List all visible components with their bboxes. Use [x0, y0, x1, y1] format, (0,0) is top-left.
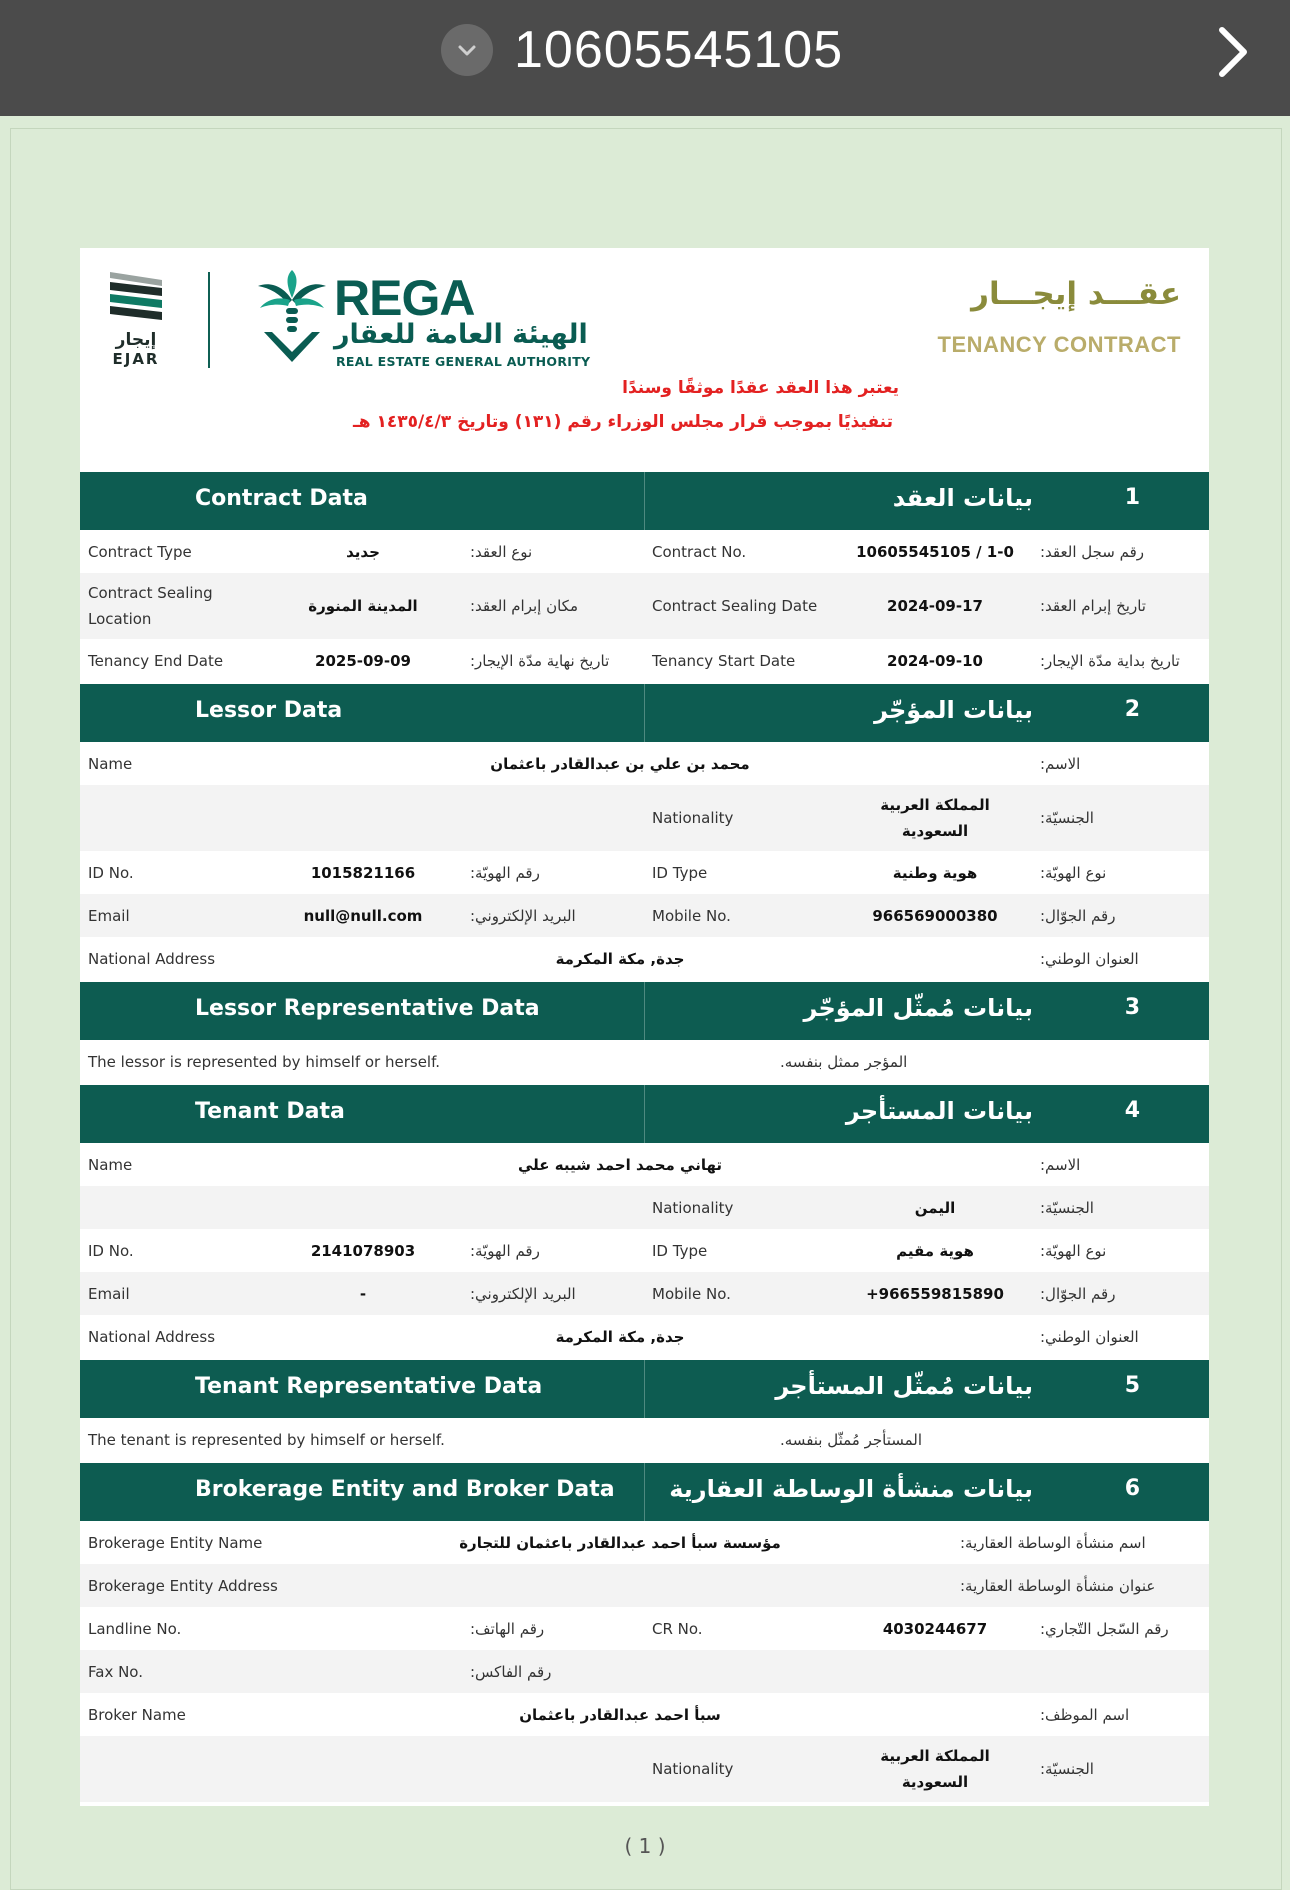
- field-label-ar: رقم الفاكس:: [470, 1662, 552, 1681]
- section-divider: [644, 1085, 645, 1143]
- table-row: [80, 1186, 1209, 1229]
- lessor-address-value: جدة, مكة المكرمة: [555, 949, 685, 968]
- section-tenant-representative: [80, 1358, 1209, 1418]
- table-row: [80, 1040, 1209, 1083]
- section-title-ar: بيانات المستأجر: [845, 1097, 1033, 1125]
- contract-page: [80, 248, 1209, 1806]
- table-row: [80, 1607, 1209, 1650]
- section-title-en: Lessor Data: [195, 698, 343, 723]
- broker-nationality-value: المملكة العربية السعودية: [880, 1747, 990, 1791]
- section-tenant-data: [80, 1083, 1209, 1143]
- table-row: [80, 851, 1209, 894]
- field-label-ar: الجنسيّة:: [1040, 809, 1094, 827]
- lessor-mobile-value: 966569000380: [872, 906, 998, 925]
- tenant-address-value: جدة, مكة المكرمة: [555, 1327, 685, 1346]
- table-row: [80, 742, 1209, 785]
- table-row: [80, 530, 1209, 573]
- ejar-arabic-label: إيجار: [115, 330, 157, 350]
- table-row: [80, 1229, 1209, 1272]
- ejar-logo: [106, 270, 166, 368]
- table-row: [80, 1418, 1209, 1461]
- section-title-ar: بيانات مُمثّل المؤجّر: [803, 994, 1033, 1022]
- top-bar: [0, 0, 1290, 116]
- table-row: [80, 573, 1209, 639]
- section-title-en: Tenant Representative Data: [195, 1374, 543, 1399]
- table-row: [80, 1736, 1209, 1802]
- field-label-ar: نوع الهويّة:: [1040, 863, 1107, 882]
- representation-note-ar: المؤجر ممثل بنفسه.: [780, 1052, 908, 1071]
- field-label-ar: نوع العقد:: [470, 542, 533, 561]
- field-label: Mobile No.: [652, 1284, 731, 1303]
- contract-type-value: جديد: [346, 542, 380, 561]
- field-label: CR No.: [652, 1619, 703, 1638]
- table-row: [80, 1564, 1209, 1607]
- section-divider: [644, 982, 645, 1040]
- field-label-ar: الاسم:: [1040, 754, 1081, 773]
- field-label: Brokerage Entity Address: [88, 1576, 278, 1595]
- field-label: Tenancy End Date: [88, 651, 224, 670]
- page-number: ( 1 ): [624, 1834, 666, 1858]
- field-label: National Address: [88, 1327, 216, 1346]
- field-label: Contract Type: [88, 542, 192, 561]
- sealing-location-value: المدينة المنورة: [308, 597, 418, 615]
- field-label-ar: مكان إبرام العقد:: [470, 597, 579, 615]
- section-number: 1: [1124, 485, 1140, 510]
- tenant-mobile-value: +966559815890: [866, 1284, 1004, 1303]
- field-label: Tenancy Start Date: [652, 651, 796, 670]
- field-label: Brokerage Entity Name: [88, 1533, 263, 1552]
- field-label-ar: اسم منشأة الوساطة العقارية:: [960, 1533, 1146, 1552]
- section-number: 4: [1124, 1098, 1140, 1123]
- tenancy-start-value: 2024-09-10: [887, 651, 983, 670]
- contract-number-value: 10605545105 / 1-0: [856, 542, 1014, 561]
- rega-logo: [256, 270, 596, 370]
- field-label: Nationality: [652, 809, 734, 827]
- table-row: [80, 1315, 1209, 1358]
- ejar-english-label: EJAR: [112, 350, 160, 368]
- contract-header: [80, 248, 1209, 470]
- field-label-ar: تاريخ نهاية مدّة الإيجار:: [470, 651, 610, 670]
- section-divider: [644, 1463, 645, 1521]
- legal-notice-line-1: يعتبر هذا العقد عقدًا موثقًا وسندًا: [622, 378, 899, 398]
- cr-number-value: 4030244677: [882, 1619, 988, 1638]
- field-label: Email: [88, 906, 130, 925]
- field-label-ar: البريد الإلكتروني:: [470, 1284, 576, 1303]
- section-title-en: Lessor Representative Data: [195, 996, 540, 1021]
- chevron-down-icon: [454, 37, 480, 63]
- table-row: [80, 1143, 1209, 1186]
- collapse-button[interactable]: [441, 24, 493, 76]
- representation-note-ar: المستأجر مُمثّل بنفسه.: [780, 1430, 923, 1449]
- section-title-ar: بيانات المؤجّر: [874, 696, 1033, 724]
- lessor-id-value: 1015821166: [310, 863, 416, 882]
- field-label: ID Type: [652, 863, 708, 882]
- field-label: Contract No.: [652, 542, 747, 561]
- lessor-name-value: محمد بن علي بن عبدالقادر باعثمان: [490, 754, 750, 773]
- rega-subtitle: REAL ESTATE GENERAL AUTHORITY: [336, 354, 591, 369]
- legal-notice-line-2: تنفيذيًا بموجب قرار مجلس الوزراء رقم (١٣١) وتاريخ ١٤٣٥/٤/٣ هـ: [352, 412, 893, 432]
- section-number: 5: [1124, 1373, 1140, 1398]
- field-label-ar: رقم الجوّال:: [1040, 1284, 1116, 1303]
- representation-note-en: The lessor is represented by himself or herself.: [88, 1052, 441, 1071]
- section-divider: [644, 684, 645, 742]
- sealing-date-value: 2024-09-17: [887, 597, 983, 615]
- field-label-ar: رقم الهاتف:: [470, 1619, 545, 1638]
- contract-title-arabic: عقـــد إيجـــار: [971, 276, 1181, 312]
- field-label-ar: اسم الموظف:: [1040, 1705, 1130, 1724]
- field-label-ar: البريد الإلكتروني:: [470, 906, 576, 925]
- field-label-ar: رقم الهويّة:: [470, 863, 540, 882]
- rega-arabic-name: الهيئة العامة للعقار: [334, 319, 588, 350]
- table-row: [80, 937, 1209, 980]
- ejar-emblem-icon: [106, 270, 166, 324]
- brokerage-name-value: مؤسسة سبأ احمد عبدالقادر باعثمان للتجارة: [459, 1533, 781, 1552]
- section-title-en: Brokerage Entity and Broker Data: [195, 1477, 615, 1502]
- field-label-ar: الجنسيّة:: [1040, 1760, 1094, 1778]
- field-label-ar: تاريخ بداية مدّة الإيجار:: [1040, 651, 1180, 670]
- contract-title-english: TENANCY CONTRACT: [937, 332, 1181, 357]
- field-label: Nationality: [652, 1760, 734, 1778]
- tenant-name-value: تهاني محمد احمد شيبه علي: [518, 1155, 722, 1174]
- section-lessor-data: [80, 682, 1209, 742]
- section-number: 6: [1124, 1476, 1140, 1501]
- field-label-ar: الاسم:: [1040, 1155, 1081, 1174]
- table-row: [80, 639, 1209, 682]
- next-button[interactable]: [1208, 20, 1258, 84]
- table-row: [80, 1521, 1209, 1564]
- field-label-ar: العنوان الوطني:: [1040, 1327, 1139, 1346]
- field-label-ar: الجنسيّة:: [1040, 1198, 1094, 1217]
- field-label-ar: رقم الهويّة:: [470, 1241, 540, 1260]
- table-row: [80, 1693, 1209, 1736]
- field-label: Contract Sealing Date: [652, 597, 818, 615]
- field-label: ID No.: [88, 863, 134, 882]
- section-divider: [644, 472, 645, 530]
- field-label: Email: [88, 1284, 130, 1303]
- field-label: Broker Name: [88, 1705, 186, 1724]
- tenant-nationality-value: اليمن: [914, 1198, 956, 1217]
- tenant-id-value: 2141078903: [310, 1241, 416, 1260]
- document-title: 10605545105: [514, 21, 844, 79]
- lessor-email-value: null@null.com: [303, 906, 423, 925]
- tenant-email-value: -: [359, 1284, 367, 1303]
- field-label: Name: [88, 754, 133, 773]
- field-label-ar: نوع الهويّة:: [1040, 1241, 1107, 1260]
- field-label-ar: عنوان منشأة الوساطة العقارية:: [960, 1576, 1156, 1595]
- field-label: Contract Sealing Location: [88, 584, 213, 628]
- field-label-ar: رقم السّجل التّجاري:: [1040, 1619, 1169, 1638]
- tenant-id-type-value: هوية مقيم: [896, 1241, 974, 1260]
- chevron-right-icon: [1208, 20, 1258, 84]
- field-label-ar: العنوان الوطني:: [1040, 949, 1139, 968]
- rega-english-name: REGA: [334, 270, 475, 326]
- field-label: Landline No.: [88, 1619, 182, 1638]
- section-title-ar: بيانات العقد: [892, 484, 1033, 512]
- section-title-ar: بيانات منشأة الوساطة العقارية: [669, 1475, 1033, 1503]
- section-title-ar: بيانات مُمثّل المستأجر: [775, 1372, 1033, 1400]
- field-label-ar: رقم سجل العقد:: [1040, 542, 1145, 561]
- table-row: [80, 1650, 1209, 1693]
- field-label-ar: تاريخ إبرام العقد:: [1040, 597, 1146, 615]
- field-label-ar: رقم الجوّال:: [1040, 906, 1116, 925]
- section-title-en: Contract Data: [195, 486, 368, 511]
- section-divider: [644, 1360, 645, 1418]
- table-row: [80, 894, 1209, 937]
- lessor-nationality-value: المملكة العربية السعودية: [880, 796, 990, 840]
- logo-divider: [208, 272, 210, 368]
- field-label: ID Type: [652, 1241, 708, 1260]
- field-label: Name: [88, 1155, 133, 1174]
- section-contract-data: [80, 470, 1209, 530]
- palm-emblem-icon: [256, 270, 328, 364]
- field-label: ID No.: [88, 1241, 134, 1260]
- table-row: [80, 785, 1209, 851]
- field-label: Mobile No.: [652, 906, 731, 925]
- section-number: 3: [1124, 995, 1140, 1020]
- lessor-id-type-value: هوية وطنية: [892, 863, 978, 882]
- section-brokerage: [80, 1461, 1209, 1521]
- section-lessor-representative: [80, 980, 1209, 1040]
- section-number: 2: [1124, 697, 1140, 722]
- field-label: Fax No.: [88, 1662, 143, 1681]
- table-row: [80, 1272, 1209, 1315]
- field-label: Nationality: [652, 1198, 734, 1217]
- representation-note-en: The tenant is represented by himself or herself.: [88, 1430, 445, 1449]
- tenancy-end-value: 2025-09-09: [315, 651, 411, 670]
- field-label: National Address: [88, 949, 216, 968]
- section-title-en: Tenant Data: [195, 1099, 345, 1124]
- broker-name-value: سبأ احمد عبدالقادر باعثمان: [519, 1705, 721, 1724]
